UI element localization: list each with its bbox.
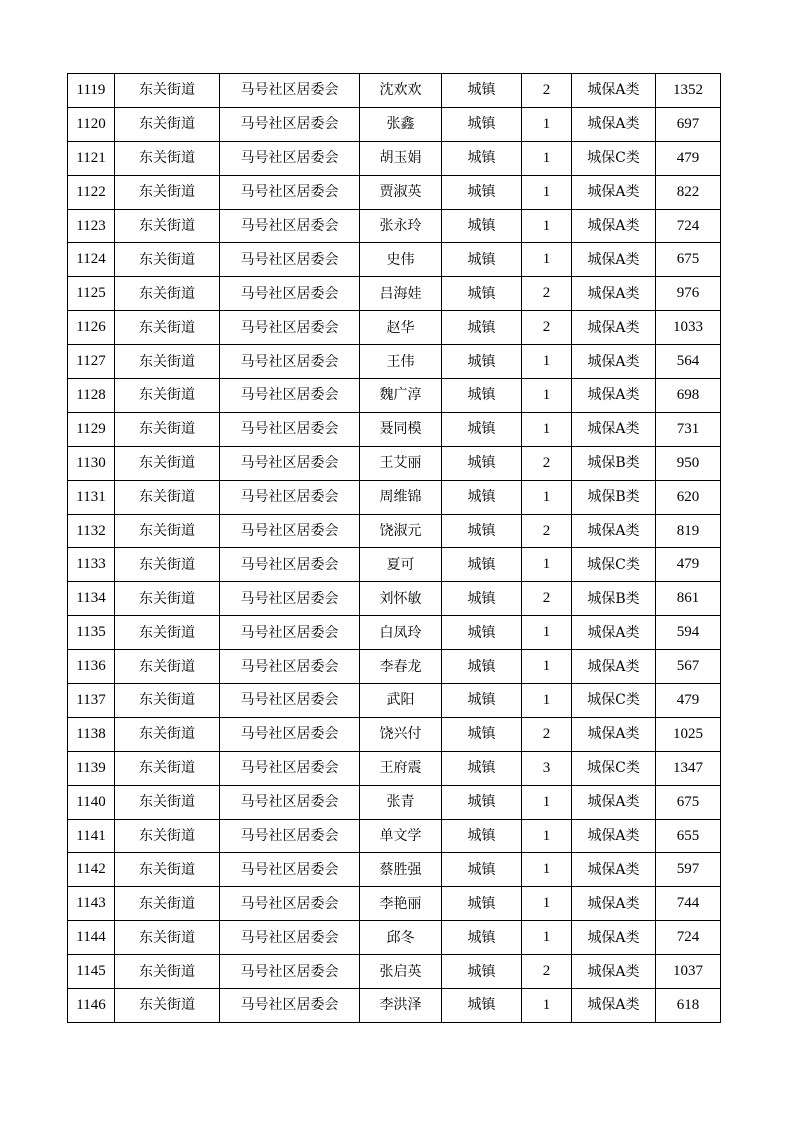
- household-type-cell: 城镇: [442, 446, 522, 480]
- household-size-cell: 1: [522, 243, 572, 277]
- name-cell: 张青: [360, 785, 442, 819]
- table-row: [68, 412, 721, 446]
- name-cell: 邱冬: [360, 921, 442, 955]
- community-cell: 马号社区居委会: [220, 277, 360, 311]
- street-cell: 东关街道: [115, 751, 220, 785]
- household-type-cell: 城镇: [442, 785, 522, 819]
- row-number-cell: 1131: [68, 480, 115, 514]
- row-number-cell: 1137: [68, 684, 115, 718]
- insurance-category-cell: 城保A类: [572, 955, 656, 989]
- table-row: [68, 548, 721, 582]
- table-row: [68, 345, 721, 379]
- street-cell: 东关街道: [115, 887, 220, 921]
- row-number-cell: 1124: [68, 243, 115, 277]
- amount-cell: 675: [656, 243, 721, 277]
- household-size-cell: 1: [522, 345, 572, 379]
- amount-cell: 976: [656, 277, 721, 311]
- amount-cell: 724: [656, 209, 721, 243]
- name-cell: 胡玉娟: [360, 141, 442, 175]
- street-cell: 东关街道: [115, 175, 220, 209]
- table-row: [68, 514, 721, 548]
- household-size-cell: 1: [522, 141, 572, 175]
- community-cell: 马号社区居委会: [220, 107, 360, 141]
- street-cell: 东关街道: [115, 989, 220, 1023]
- name-cell: 周维锦: [360, 480, 442, 514]
- row-number-cell: 1121: [68, 141, 115, 175]
- insurance-category-cell: 城保A类: [572, 819, 656, 853]
- insurance-category-cell: 城保A类: [572, 989, 656, 1023]
- table-row: [68, 717, 721, 751]
- insurance-category-cell: 城保A类: [572, 345, 656, 379]
- insurance-category-cell: 城保A类: [572, 785, 656, 819]
- community-cell: 马号社区居委会: [220, 412, 360, 446]
- household-size-cell: 2: [522, 277, 572, 311]
- name-cell: 赵华: [360, 311, 442, 345]
- amount-cell: 597: [656, 853, 721, 887]
- street-cell: 东关街道: [115, 582, 220, 616]
- row-number-cell: 1122: [68, 175, 115, 209]
- amount-cell: 479: [656, 548, 721, 582]
- name-cell: 饶兴付: [360, 717, 442, 751]
- relief-roster-table: [67, 73, 721, 1023]
- row-number-cell: 1138: [68, 717, 115, 751]
- household-type-cell: 城镇: [442, 107, 522, 141]
- community-cell: 马号社区居委会: [220, 175, 360, 209]
- household-type-cell: 城镇: [442, 480, 522, 514]
- household-type-cell: 城镇: [442, 514, 522, 548]
- street-cell: 东关街道: [115, 345, 220, 379]
- household-type-cell: 城镇: [442, 548, 522, 582]
- name-cell: 王府震: [360, 751, 442, 785]
- household-type-cell: 城镇: [442, 345, 522, 379]
- row-number-cell: 1133: [68, 548, 115, 582]
- community-cell: 马号社区居委会: [220, 921, 360, 955]
- insurance-category-cell: 城保B类: [572, 446, 656, 480]
- household-type-cell: 城镇: [442, 684, 522, 718]
- household-size-cell: 1: [522, 107, 572, 141]
- name-cell: 武阳: [360, 684, 442, 718]
- name-cell: 王艾丽: [360, 446, 442, 480]
- name-cell: 单文学: [360, 819, 442, 853]
- household-type-cell: 城镇: [442, 141, 522, 175]
- name-cell: 史伟: [360, 243, 442, 277]
- insurance-category-cell: 城保B类: [572, 480, 656, 514]
- community-cell: 马号社区居委会: [220, 853, 360, 887]
- community-cell: 马号社区居委会: [220, 480, 360, 514]
- insurance-category-cell: 城保A类: [572, 277, 656, 311]
- insurance-category-cell: 城保A类: [572, 107, 656, 141]
- table-row: [68, 480, 721, 514]
- street-cell: 东关街道: [115, 243, 220, 277]
- name-cell: 张启英: [360, 955, 442, 989]
- row-number-cell: 1145: [68, 955, 115, 989]
- street-cell: 东关街道: [115, 785, 220, 819]
- street-cell: 东关街道: [115, 209, 220, 243]
- household-type-cell: 城镇: [442, 887, 522, 921]
- street-cell: 东关街道: [115, 717, 220, 751]
- household-size-cell: 1: [522, 887, 572, 921]
- name-cell: 沈欢欢: [360, 74, 442, 108]
- household-type-cell: 城镇: [442, 582, 522, 616]
- household-type-cell: 城镇: [442, 955, 522, 989]
- amount-cell: 479: [656, 684, 721, 718]
- street-cell: 东关街道: [115, 616, 220, 650]
- street-cell: 东关街道: [115, 277, 220, 311]
- household-size-cell: 1: [522, 921, 572, 955]
- household-size-cell: 1: [522, 412, 572, 446]
- community-cell: 马号社区居委会: [220, 446, 360, 480]
- table-row: [68, 582, 721, 616]
- street-cell: 东关街道: [115, 819, 220, 853]
- insurance-category-cell: 城保A类: [572, 412, 656, 446]
- household-size-cell: 1: [522, 650, 572, 684]
- amount-cell: 698: [656, 379, 721, 413]
- table-row: [68, 989, 721, 1023]
- street-cell: 东关街道: [115, 514, 220, 548]
- insurance-category-cell: 城保A类: [572, 853, 656, 887]
- community-cell: 马号社区居委会: [220, 650, 360, 684]
- household-type-cell: 城镇: [442, 921, 522, 955]
- insurance-category-cell: 城保A类: [572, 921, 656, 955]
- community-cell: 马号社区居委会: [220, 785, 360, 819]
- street-cell: 东关街道: [115, 650, 220, 684]
- table-row: [68, 650, 721, 684]
- insurance-category-cell: 城保A类: [572, 616, 656, 650]
- household-type-cell: 城镇: [442, 74, 522, 108]
- name-cell: 李春龙: [360, 650, 442, 684]
- amount-cell: 819: [656, 514, 721, 548]
- table-row: [68, 887, 721, 921]
- table-row: [68, 616, 721, 650]
- amount-cell: 1347: [656, 751, 721, 785]
- insurance-category-cell: 城保C类: [572, 751, 656, 785]
- name-cell: 李洪泽: [360, 989, 442, 1023]
- household-size-cell: 3: [522, 751, 572, 785]
- row-number-cell: 1119: [68, 74, 115, 108]
- household-size-cell: 1: [522, 480, 572, 514]
- community-cell: 马号社区居委会: [220, 684, 360, 718]
- table-row: [68, 209, 721, 243]
- household-type-cell: 城镇: [442, 379, 522, 413]
- household-type-cell: 城镇: [442, 277, 522, 311]
- row-number-cell: 1135: [68, 616, 115, 650]
- table-row: [68, 785, 721, 819]
- street-cell: 东关街道: [115, 141, 220, 175]
- household-size-cell: 2: [522, 955, 572, 989]
- amount-cell: 1025: [656, 717, 721, 751]
- household-size-cell: 2: [522, 311, 572, 345]
- table-row: [68, 141, 721, 175]
- community-cell: 马号社区居委会: [220, 514, 360, 548]
- table-row: [68, 955, 721, 989]
- community-cell: 马号社区居委会: [220, 582, 360, 616]
- insurance-category-cell: 城保A类: [572, 650, 656, 684]
- street-cell: 东关街道: [115, 379, 220, 413]
- community-cell: 马号社区居委会: [220, 548, 360, 582]
- street-cell: 东关街道: [115, 955, 220, 989]
- insurance-category-cell: 城保A类: [572, 379, 656, 413]
- community-cell: 马号社区居委会: [220, 311, 360, 345]
- name-cell: 吕海娃: [360, 277, 442, 311]
- insurance-category-cell: 城保C类: [572, 684, 656, 718]
- row-number-cell: 1144: [68, 921, 115, 955]
- amount-cell: 1037: [656, 955, 721, 989]
- row-number-cell: 1143: [68, 887, 115, 921]
- name-cell: 刘怀敏: [360, 582, 442, 616]
- row-number-cell: 1141: [68, 819, 115, 853]
- amount-cell: 724: [656, 921, 721, 955]
- community-cell: 马号社区居委会: [220, 243, 360, 277]
- street-cell: 东关街道: [115, 480, 220, 514]
- community-cell: 马号社区居委会: [220, 379, 360, 413]
- household-size-cell: 2: [522, 514, 572, 548]
- amount-cell: 697: [656, 107, 721, 141]
- amount-cell: 950: [656, 446, 721, 480]
- amount-cell: 564: [656, 345, 721, 379]
- name-cell: 饶淑元: [360, 514, 442, 548]
- household-size-cell: 1: [522, 819, 572, 853]
- row-number-cell: 1127: [68, 345, 115, 379]
- community-cell: 马号社区居委会: [220, 717, 360, 751]
- household-type-cell: 城镇: [442, 209, 522, 243]
- table-row: [68, 751, 721, 785]
- household-size-cell: 2: [522, 74, 572, 108]
- row-number-cell: 1140: [68, 785, 115, 819]
- name-cell: 魏广淳: [360, 379, 442, 413]
- insurance-category-cell: 城保A类: [572, 243, 656, 277]
- household-type-cell: 城镇: [442, 989, 522, 1023]
- household-size-cell: 1: [522, 175, 572, 209]
- insurance-category-cell: 城保A类: [572, 311, 656, 345]
- amount-cell: 1033: [656, 311, 721, 345]
- amount-cell: 822: [656, 175, 721, 209]
- table-row: [68, 379, 721, 413]
- insurance-category-cell: 城保A类: [572, 209, 656, 243]
- street-cell: 东关街道: [115, 548, 220, 582]
- row-number-cell: 1123: [68, 209, 115, 243]
- community-cell: 马号社区居委会: [220, 955, 360, 989]
- amount-cell: 620: [656, 480, 721, 514]
- table-row: [68, 684, 721, 718]
- insurance-category-cell: 城保C类: [572, 141, 656, 175]
- row-number-cell: 1139: [68, 751, 115, 785]
- name-cell: 张永玲: [360, 209, 442, 243]
- household-type-cell: 城镇: [442, 311, 522, 345]
- household-size-cell: 2: [522, 717, 572, 751]
- table-row: [68, 107, 721, 141]
- amount-cell: 861: [656, 582, 721, 616]
- row-number-cell: 1126: [68, 311, 115, 345]
- community-cell: 马号社区居委会: [220, 887, 360, 921]
- row-number-cell: 1134: [68, 582, 115, 616]
- row-number-cell: 1142: [68, 853, 115, 887]
- amount-cell: 567: [656, 650, 721, 684]
- row-number-cell: 1125: [68, 277, 115, 311]
- amount-cell: 655: [656, 819, 721, 853]
- insurance-category-cell: 城保A类: [572, 887, 656, 921]
- household-type-cell: 城镇: [442, 616, 522, 650]
- community-cell: 马号社区居委会: [220, 751, 360, 785]
- community-cell: 马号社区居委会: [220, 209, 360, 243]
- name-cell: 贾淑英: [360, 175, 442, 209]
- household-size-cell: 1: [522, 785, 572, 819]
- insurance-category-cell: 城保A类: [572, 717, 656, 751]
- street-cell: 东关街道: [115, 684, 220, 718]
- street-cell: 东关街道: [115, 921, 220, 955]
- community-cell: 马号社区居委会: [220, 616, 360, 650]
- household-size-cell: 1: [522, 853, 572, 887]
- household-type-cell: 城镇: [442, 717, 522, 751]
- household-size-cell: 1: [522, 548, 572, 582]
- table-row: [68, 311, 721, 345]
- household-size-cell: 1: [522, 379, 572, 413]
- household-type-cell: 城镇: [442, 650, 522, 684]
- amount-cell: 618: [656, 989, 721, 1023]
- street-cell: 东关街道: [115, 446, 220, 480]
- household-type-cell: 城镇: [442, 412, 522, 446]
- insurance-category-cell: 城保A类: [572, 175, 656, 209]
- household-size-cell: 2: [522, 582, 572, 616]
- household-size-cell: 2: [522, 446, 572, 480]
- street-cell: 东关街道: [115, 107, 220, 141]
- table-row: [68, 446, 721, 480]
- community-cell: 马号社区居委会: [220, 141, 360, 175]
- street-cell: 东关街道: [115, 74, 220, 108]
- household-type-cell: 城镇: [442, 819, 522, 853]
- community-cell: 马号社区居委会: [220, 345, 360, 379]
- amount-cell: 731: [656, 412, 721, 446]
- row-number-cell: 1128: [68, 379, 115, 413]
- name-cell: 蔡胜强: [360, 853, 442, 887]
- name-cell: 王伟: [360, 345, 442, 379]
- household-type-cell: 城镇: [442, 751, 522, 785]
- table-row: [68, 175, 721, 209]
- insurance-category-cell: 城保B类: [572, 582, 656, 616]
- street-cell: 东关街道: [115, 853, 220, 887]
- community-cell: 马号社区居委会: [220, 74, 360, 108]
- amount-cell: 1352: [656, 74, 721, 108]
- household-type-cell: 城镇: [442, 175, 522, 209]
- row-number-cell: 1132: [68, 514, 115, 548]
- table-row: [68, 819, 721, 853]
- insurance-category-cell: 城保A类: [572, 514, 656, 548]
- community-cell: 马号社区居委会: [220, 819, 360, 853]
- street-cell: 东关街道: [115, 311, 220, 345]
- table-row: [68, 853, 721, 887]
- name-cell: 聂同模: [360, 412, 442, 446]
- row-number-cell: 1146: [68, 989, 115, 1023]
- table-row: [68, 921, 721, 955]
- insurance-category-cell: 城保A类: [572, 74, 656, 108]
- household-size-cell: 1: [522, 209, 572, 243]
- amount-cell: 744: [656, 887, 721, 921]
- table-row: [68, 243, 721, 277]
- street-cell: 东关街道: [115, 412, 220, 446]
- amount-cell: 479: [656, 141, 721, 175]
- table-body: [68, 74, 721, 1023]
- amount-cell: 675: [656, 785, 721, 819]
- table-row: [68, 277, 721, 311]
- row-number-cell: 1136: [68, 650, 115, 684]
- table-row: [68, 74, 721, 108]
- row-number-cell: 1129: [68, 412, 115, 446]
- household-size-cell: 1: [522, 684, 572, 718]
- household-type-cell: 城镇: [442, 243, 522, 277]
- household-size-cell: 1: [522, 989, 572, 1023]
- insurance-category-cell: 城保C类: [572, 548, 656, 582]
- name-cell: 李艳丽: [360, 887, 442, 921]
- name-cell: 张鑫: [360, 107, 442, 141]
- household-type-cell: 城镇: [442, 853, 522, 887]
- amount-cell: 594: [656, 616, 721, 650]
- row-number-cell: 1120: [68, 107, 115, 141]
- row-number-cell: 1130: [68, 446, 115, 480]
- household-size-cell: 1: [522, 616, 572, 650]
- name-cell: 夏可: [360, 548, 442, 582]
- community-cell: 马号社区居委会: [220, 989, 360, 1023]
- name-cell: 白凤玲: [360, 616, 442, 650]
